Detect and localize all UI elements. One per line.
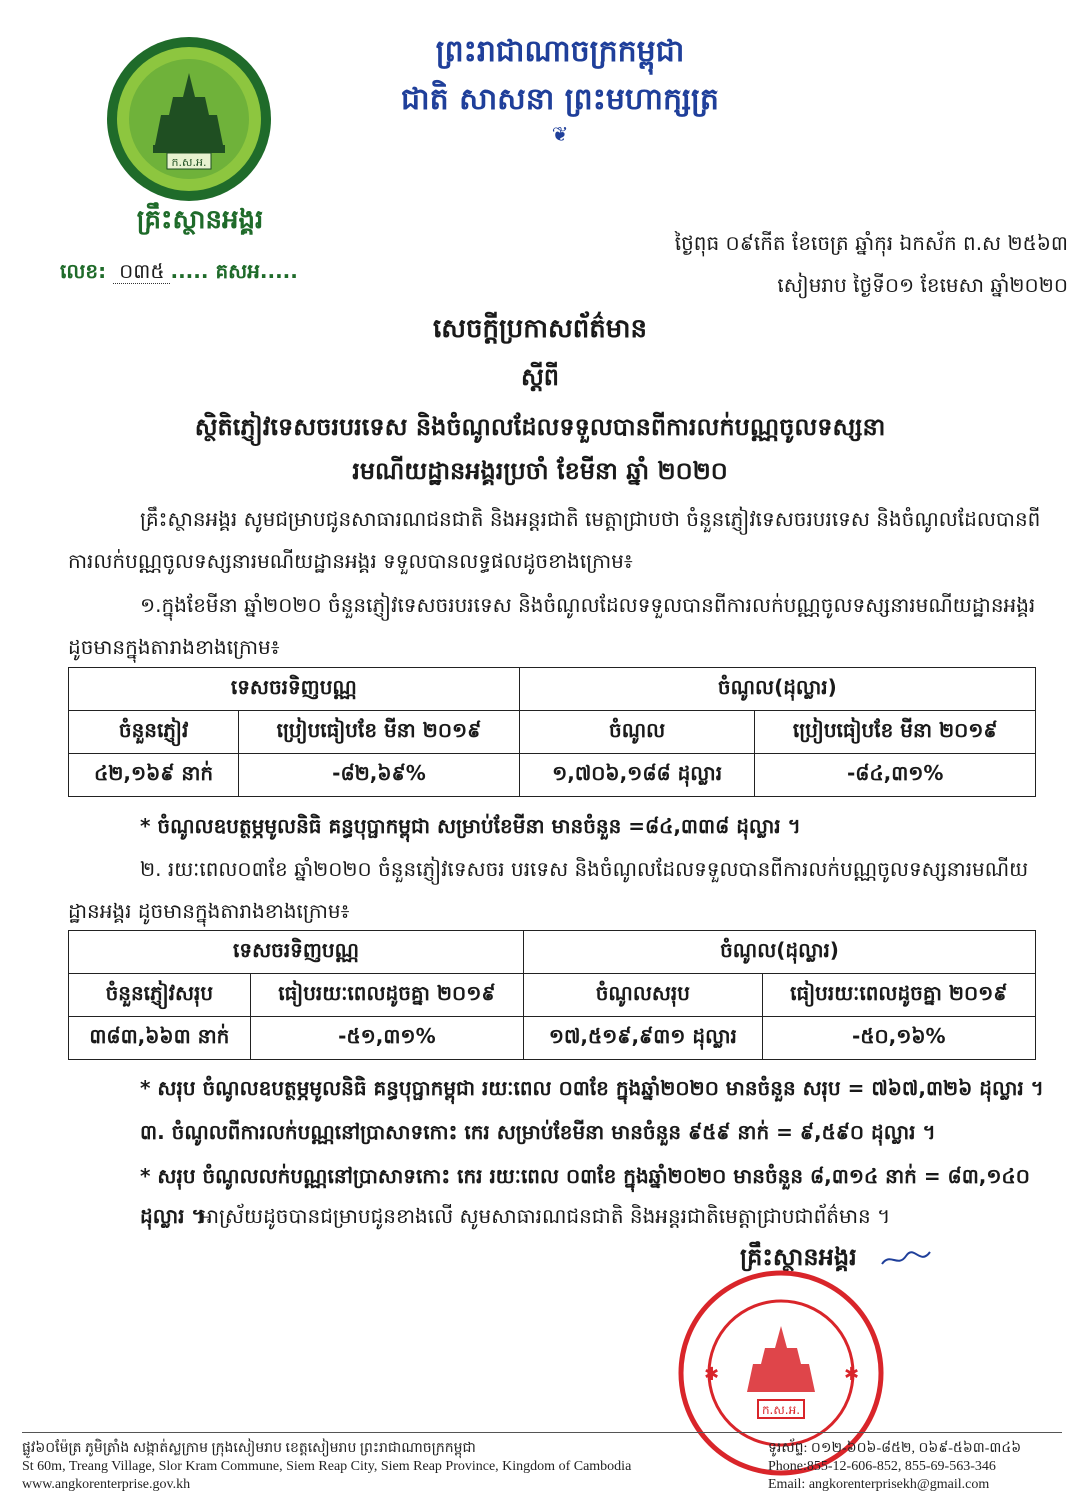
table-march-2020 [68, 667, 1036, 797]
doc-subject-line-2: រមណីយដ្ឋានអង្គរប្រចាំ ខែមីនា ឆ្នាំ ២០២០ [352, 457, 728, 485]
doc-no-label: លេខ: [60, 259, 107, 283]
section-3-note: * សរុប ចំណូលលក់បណ្ណនៅប្រាសាទកោះ កេរ រយៈពេល ០៣ខែ ក្នុងឆ្នាំ២០២០ មានចំនួន ៨,៣១៤ នាក់ = ៨៣,១៤០ ដុល្លារ ។ [140, 1164, 1030, 1228]
section-2-note: * សរុប ចំណូលឧបត្ថម្ភមូលនិធិ គន្ធបុប្ផាកម្ពុជា រយៈពេល ០៣ខែ ក្នុងឆ្នាំ២០២០ មានចំនួន សរុប = ៧៦៧,៣២៦ ដុល្លារ ។ [140, 1076, 1044, 1100]
col-header: ប្រៀបធៀបខែ មីនា ២០១៩ [239, 711, 520, 754]
footer-address [22, 1440, 742, 1494]
col-header: ធៀបរយៈពេលដូចគ្នា ២០១៩ [250, 974, 523, 1017]
table-row [69, 1017, 1036, 1060]
date-solar: សៀមរាប ថ្ងៃទី០១ ខែមេសា ឆ្នាំ២០២០ [777, 273, 1068, 297]
col-header: ចំនួនភ្ញៀវ [69, 711, 239, 754]
table-cell: ១,៧០៦,១៨៨ ដុល្លារ [519, 754, 755, 797]
doc-no-suffix: គសអ [215, 259, 260, 283]
svg-text:✱: ✱ [844, 1364, 860, 1385]
table-column-header-row [69, 974, 1036, 1017]
doc-subject-line-1: ស្ថិតិភ្ញៀវទេសចរបរទេស និងចំណូលដែលទទួលបានពីការលក់បណ្ណចូលទស្សនា [194, 413, 886, 441]
angkor-enterprise-logo [105, 35, 273, 203]
section-1-note: * ចំណូលឧបត្ថម្ភមូលនិធិ គន្ធបុប្ផាកម្ពុជា សម្រាប់ខែមីនា មានចំនួន =៨៤,៣៣៨ ដុល្លារ ។ [140, 814, 801, 838]
org-name: គ្រឹះស្ថានអង្គរ [136, 205, 264, 235]
closing-text: អាស្រ័យដូចបានជម្រាបជូនខាងលើ សូមសាធារណជនជាតិ និងអន្តរជាតិមេត្តាជ្រាបជាព័ត៌មាន ។ [200, 1204, 891, 1228]
footer-address-en: St 60m, Treang Village, Slor Kram Commune, Siem Reap City, Siem Reap Province, Kingdom of Cambodia [22, 1459, 632, 1474]
logo-text: ក.ស.អ. [171, 156, 207, 169]
table-column-header-row [69, 711, 1036, 754]
col-header: ធៀបរយៈពេលដូចគ្នា ២០១៩ [762, 974, 1035, 1017]
footer-divider [22, 1432, 1062, 1433]
intro-paragraph: គ្រឹះស្ថានអង្គរ សូមជម្រាបជូនសាធារណជនជាតិ និងអន្តរជាតិ មេត្តាជ្រាបថា ចំនួនភ្ញៀវទេសចរបរទេស និងចំណូលដែលបានពីការលក់បណ្ណចូលទស្សនារមណីយដ្ឋានអង្គរ ទទួលបានលទ្ធផលដូចខាងក្រោម៖ [68, 507, 1041, 573]
footer-phone-en: Phone:855-12-606-852, 855-69-563-346 [768, 1459, 996, 1474]
table-cell: -៥១,៣១% [250, 1017, 523, 1060]
section-3-text: ៣. ចំណូលពីការលក់បណ្ណនៅប្រាសាទកោះ កេរ សម្រាប់ខែមីនា មានចំនួន ៩៥៩ នាក់ = ៩,៥៩០ ដុល្លារ ។ [140, 1120, 936, 1144]
doc-title: សេចក្តីប្រកាសព័ត៌មាន [432, 314, 648, 344]
table-cell: -៨២,៦៩% [239, 754, 520, 797]
stamp-text: ក.ស.អ. [761, 1403, 801, 1417]
table-cell: ៤២,១៦៩ នាក់ [69, 754, 239, 797]
svg-text:✱: ✱ [704, 1364, 720, 1385]
kingdom-header: ព្រះរាជាណាចក្រកម្ពុជា ជាតិ សាសនា ព្រះមហាក្សត្រ ❦ [360, 28, 760, 144]
col-header: ចំណូល [519, 711, 755, 754]
table-group-header-row [69, 931, 1036, 974]
table-row [69, 754, 1036, 797]
group-header-tourists: ទេសចរទិញបណ្ណ [69, 668, 520, 711]
signature-mark [880, 1248, 940, 1270]
table-3-months-2020 [68, 930, 1036, 1060]
section-1-text: ១.ក្នុងខែមីនា ឆ្នាំ២០២០ ចំនួនភ្ញៀវទេសចរបរទេស និងចំណូលដែលទទួលបានពីការលក់បណ្ណចូលទស្សនារមណីយដ្ឋានអង្គរ ដូចមានក្នុងតារាងខាងក្រោម៖ [68, 593, 1036, 659]
group-header-revenue: ចំណូល(ដុល្លារ) [519, 668, 1035, 711]
date-lunar: ថ្ងៃពុធ ០៩កើត ខែចេត្រ ឆ្នាំកុរ ឯកស័ក ព.ស ២៥៦៣ [674, 231, 1068, 255]
col-header: ចំនួនភ្ញៀវសរុប [69, 974, 251, 1017]
footer-address-km: ផ្លូវ៦០ម៉ែត្រ ភូមិត្រាំង សង្កាត់ស្លក្រាម ក្រុងសៀមរាប ខេត្តសៀមរាប ព្រះរាជាណាចក្រកម្ពុជា [22, 1441, 476, 1456]
document-number: លេខ: ០៣៥ ..... គសអ..... [60, 259, 298, 283]
kingdom-line-1: ព្រះរាជាណាចក្រកម្ពុជា [435, 34, 685, 69]
doc-title-about: ស្តីពី [520, 363, 560, 391]
table-cell: -៥០,១៦% [762, 1017, 1035, 1060]
col-header: ចំណូលសរុប [524, 974, 763, 1017]
table-cell: ១៧,៥១៩,៩៣១ ដុល្លារ [524, 1017, 763, 1060]
footer-phone-km: ទូរស័ព្ទ: ០១២-៦០៦-៨៥២, ០៦៩-៥៦៣-៣៤៦ [768, 1441, 1022, 1456]
footer-website: www.angkorenterprise.gov.kh [22, 1477, 191, 1492]
group-header-revenue: ចំណូល(ដុល្លារ) [524, 931, 1036, 974]
kingdom-line-2: ជាតិ សាសនា ព្រះមហាក្សត្រ [401, 82, 719, 117]
table-cell: -៨៤,៣១% [755, 754, 1036, 797]
table-group-header-row [69, 668, 1036, 711]
footer-contact [768, 1440, 1068, 1494]
signature-title: គ្រឹះស្ថានអង្គរ [740, 1243, 857, 1271]
group-header-tourists: ទេសចរទិញបណ្ណ [69, 931, 524, 974]
date-block [548, 222, 1068, 306]
table-cell: ៣៨៣,៦៦៣ នាក់ [69, 1017, 251, 1060]
col-header: ប្រៀបធៀបខែ មីនា ២០១៩ [755, 711, 1036, 754]
footer-email: Email: angkorenterprisekh@gmail.com [768, 1477, 990, 1492]
doc-no-value: ០៣៥ [113, 259, 170, 284]
section-2-text: ២. រយៈពេល០៣ខែ ឆ្នាំ២០២០ ចំនួនភ្ញៀវទេសចរ បរទេស និងចំណូលដែលទទួលបានពីការលក់បណ្ណចូលទស្សនារមណីយដ្ឋានអង្គរ ដូចមានក្នុងតារាងខាងក្រោម៖ [68, 857, 1029, 923]
